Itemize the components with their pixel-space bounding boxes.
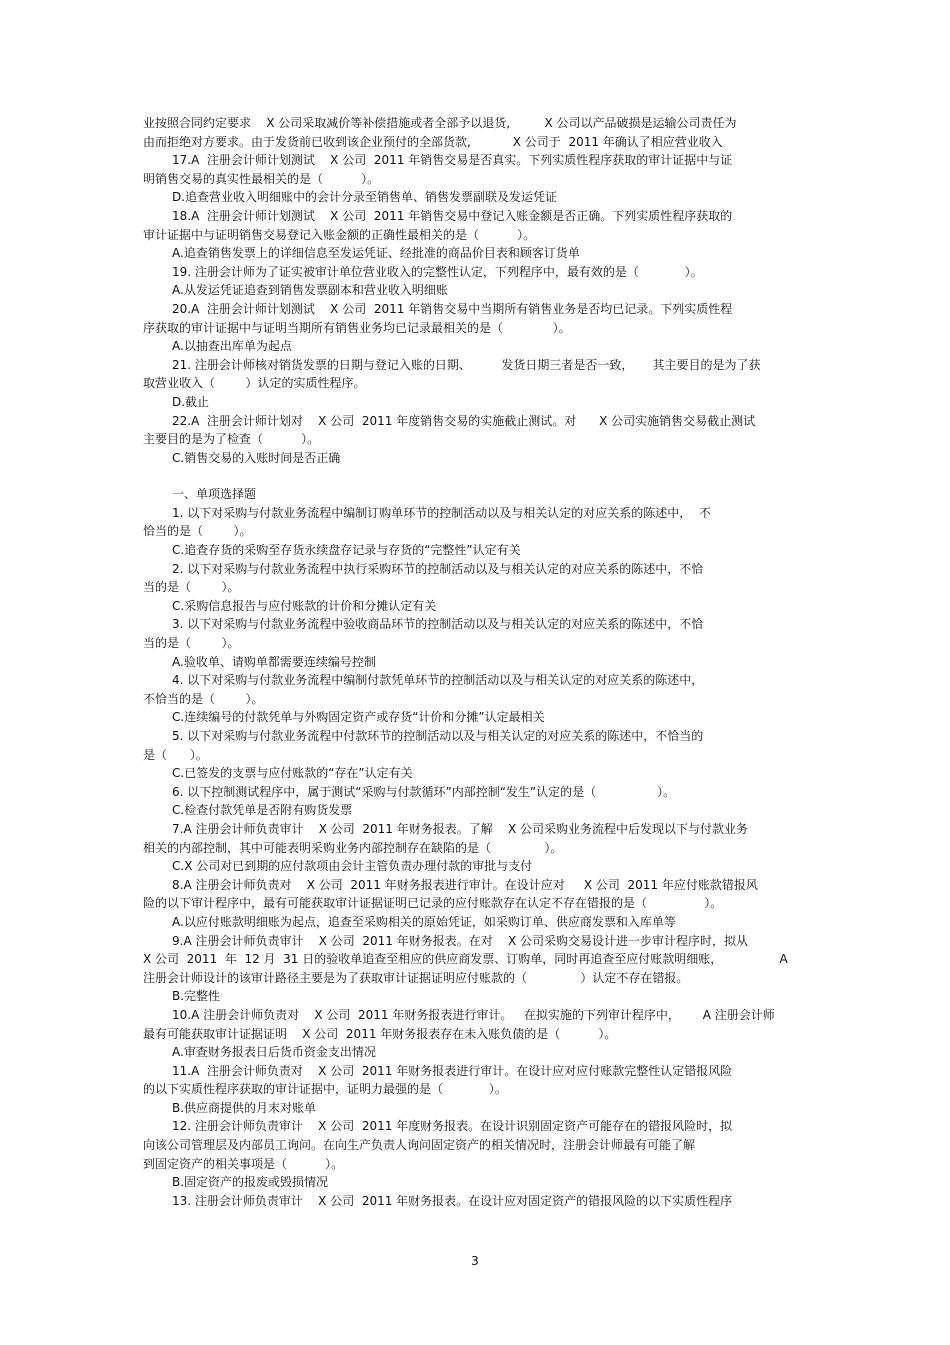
text-line: A.从发运凭证追查到销售发票副本和营业收入明细账 <box>172 283 448 298</box>
text-line: 2. 以下对采购与付款业务流程中执行采购环节的控制活动以及与相关认定的对应关系的陈述中，不恰 <box>172 561 704 576</box>
blank-line <box>143 467 803 485</box>
text-line: D.截止 <box>172 394 210 409</box>
text-line: 8.A 注册会计师负责对 X 公司 2011 年财务报表进行审计。在设计应对 X 公司 2011 年应付账款错报风 <box>172 877 758 892</box>
text-line: B.固定资产的报废或毁损情况 <box>172 1175 329 1190</box>
text-line: C.连续编号的付款凭单与外购固定资产或存货“计价和分摊”认定最相关 <box>172 710 545 725</box>
text-line: 21. 注册会计师核对销货发票的日期与登记入账的日期、 发货日期三者是否一致， 其主要目的是为了获 <box>172 357 761 372</box>
text-line: 序获取的审计证据中与证明当期所有销售业务均已记录最相关的是（ ）。 <box>143 320 571 335</box>
text-line: A.以应付账款明细账为起点，追查至采购相关的原始凭证，如采购订单、供应商发票和入库单等 <box>172 914 676 929</box>
text-line: A.追查销售发票上的详细信息至发运凭证、经批准的商品价目表和顾客订货单 <box>172 246 580 261</box>
text-line: C.检查付款凭单是否附有购货发票 <box>172 803 353 818</box>
text-line: A.以抽查出库单为起点 <box>172 339 292 354</box>
text-line: 5. 以下对采购与付款业务流程中付款环节的控制活动以及与相关认定的对应关系的陈述中，不恰当的 <box>172 729 704 743</box>
text-line: 当的是（ ）。 <box>143 636 240 651</box>
text-line: A.审查财务报表日后货币资金支出情况 <box>172 1045 376 1060</box>
text-line: 恰当的是（ ）。 <box>143 524 252 539</box>
text-line: 主要目的是为了检查（ ）。 <box>143 432 320 447</box>
text-line: 10.A 注册会计师负责对 X 公司 2011 年财务报表进行审计。 在拟实施的下列审计程序中， A 注册会计师 <box>172 1007 775 1022</box>
text-line: 当的是（ ）。 <box>143 580 240 595</box>
text-line: B.完整性 <box>172 989 221 1004</box>
text-line: X 公司 2011 年 12 月 31 日的验收单追查至相应的供应商发票、订购单，同时再追查至应付账款明细账， A <box>143 952 788 967</box>
text-line: 取营业收入（ ）认定的实质性程序。 <box>143 376 366 391</box>
text-line: 最有可能获取审计证据证明 X 公司 2011 年财务报表存在未入账负债的是（ ）。 <box>143 1026 617 1041</box>
page-body <box>143 114 803 1210</box>
text-line: 业按照合同约定要求 X 公司采取减价等补偿措施或者全部予以退货, X 公司以产品破损是运输公司责任为 <box>143 116 737 130</box>
text-line: 到固定资产的相关事项是（ ）。 <box>143 1156 344 1171</box>
text-line: 一、单项选择题 <box>172 487 257 502</box>
text-line: 是（ ）。 <box>143 747 208 762</box>
text-line: 6. 以下控制测试程序中，属于测试“采购与付款循环”内部控制“发生”认定的是（ ）。 <box>172 784 676 799</box>
text-line: 审计证据中与证明销售交易登记入账金额的正确性最相关的是（ ）。 <box>143 227 536 242</box>
text-line: 由而拒绝对方要求。由于发货前已收到该企业预付的全部货款, X 公司于 2011 年确认了相应营业收入 <box>143 134 723 149</box>
text-line: 22.A 注册会计师计划对 X 公司 2011 年度销售交易的实施截止测试。对 X 公司实施销售交易截止测试 <box>172 413 756 428</box>
text-line: 17.A 注册会计师计划测试 X 公司 2011 年销售交易是否真实。下列实质性程序获取的审计证据中与证 <box>172 153 733 168</box>
text-line: 3. 以下对采购与付款业务流程中验收商品环节的控制活动以及与相关认定的对应关系的陈述中，不恰 <box>172 617 704 632</box>
text-line: 明销售交易的真实性最相关的是（ ）。 <box>143 171 380 186</box>
text-line: 12. 注册会计师负责审计 X 公司 2011 年度财务报表。在设计识别固定资产可能存在的错报风险时，拟 <box>172 1119 733 1134</box>
text-line: 11.A 注册会计师负责对 X 公司 2011 年财务报表进行审计。在设计应对应付账款完整性认定错报风险 <box>172 1063 733 1078</box>
text-line: 7.A 注册会计师负责审计 X 公司 2011 年财务报表。了解 X 公司采购业务流程中后发现以下与付款业务 <box>172 821 749 836</box>
text-line: B.供应商提供的月末对账单 <box>172 1100 317 1115</box>
text-line: 13. 注册会计师负责审计 X 公司 2011 年财务报表。在设计应对固定资产的错报风险的以下实质性程序 <box>172 1193 733 1208</box>
text-line: 相关的内部控制，其中可能表明采购业务内部控制存在缺陷的是（ ）。 <box>143 840 563 855</box>
text-line: C.销售交易的入账时间是否正确 <box>172 450 341 465</box>
text-line: A.验收单、请购单都需要连续编号控制 <box>172 654 376 669</box>
text-line: C.X 公司对已到期的应付款项由会计主管负责办理付款的审批与支付 <box>172 859 533 874</box>
text-line: 的以下实质性程序获取的审计证据中，证明力最强的是（ ）。 <box>143 1082 507 1097</box>
text-line: 20.A 注册会计师计划测试 X 公司 2011 年销售交易中当期所有销售业务是否均已记录。下列实质性程 <box>172 301 733 316</box>
text-line: 18.A 注册会计师计划测试 X 公司 2011 年销售交易中登记入账金额是否正确。下列实质性程序获取的 <box>172 208 733 223</box>
text-line: C.已签发的支票与应付账款的“存在”认定有关 <box>172 766 413 781</box>
text-line: C.追查存货的采购至存货永续盘存记录与存货的“完整性”认定有关 <box>172 543 521 558</box>
text-line: 不恰当的是（ ）。 <box>143 691 264 706</box>
text-line: 9.A 注册会计师负责审计 X 公司 2011 年财务报表。在对 X 公司采购交易设计进一步审计程序时，拟从 <box>172 933 749 948</box>
text-line: 19. 注册会计师为了证实被审计单位营业收入的完整性认定，下列程序中，最有效的是（ ）。 <box>172 264 703 279</box>
text-line: C.采购信息报告与应付账款的计价和分摊认定有关 <box>172 598 437 613</box>
text-line: 1. 以下对采购与付款业务流程中编制订购单环节的控制活动以及与相关认定的对应关系的陈述中， 不 <box>172 505 711 520</box>
page-number: 3 <box>471 1254 479 1268</box>
text-line: 注册会计师设计的该审计路径主要是为了获取审计证据证明应付账款的（ ）认定不存在错报。 <box>143 970 689 985</box>
text-line: 险的以下审计程序中，最有可能获取审计证据证明已记录的应付账款存在认定不存在错报的是（ ）。 <box>143 896 723 911</box>
text-line: 向该公司管理层及内部员工询问。在向生产负责人询问固定资产的相关情况时，注册会计师最有可能了解 <box>143 1138 696 1153</box>
text-line: 4. 以下对采购与付款业务流程中编制付款凭单环节的控制活动以及与相关认定的对应关系的陈述中， <box>172 673 704 688</box>
text-line: D.追查营业收入明细账中的会计分录至销售单、销售发票副联及发运凭证 <box>172 190 558 205</box>
